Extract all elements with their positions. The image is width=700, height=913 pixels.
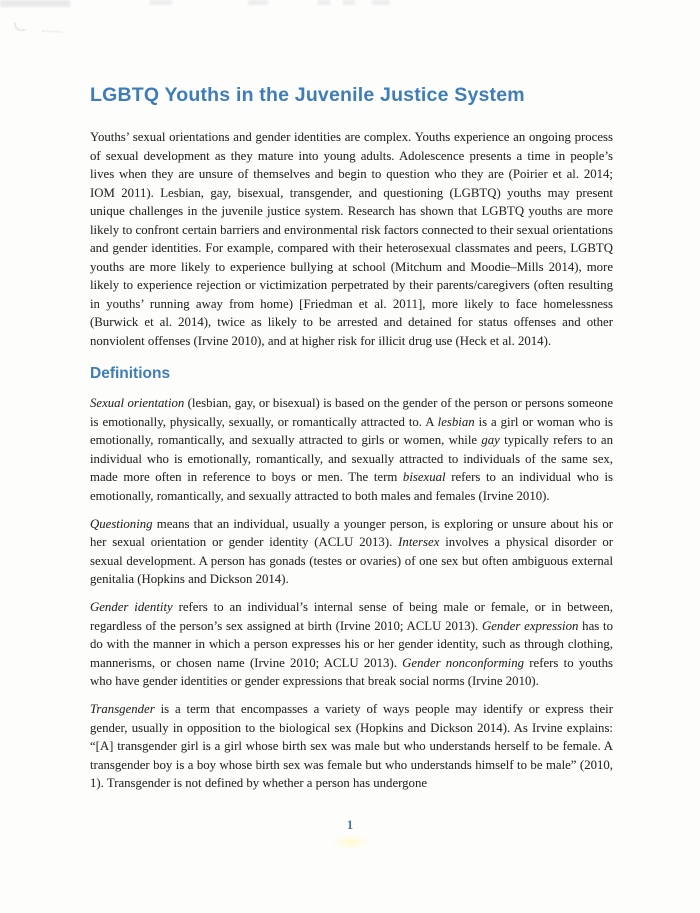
scan-artifact	[372, 0, 390, 5]
scan-artifact	[248, 0, 268, 5]
paragraph-transgender: Transgender is a term that encompasses a variety of ways people may identify or express their gender, usually in opposition to the biological sex (Hopkins and Dickson 2014). As Irvine explains: “[A] transgender girl is a girl whose birth sex was male but who understands herself to be female. A transgender boy is a boy whose birth sex was female but who understands himself to be male” (2010, 1). Transgender is not defined by whether a person has undergone	[90, 702, 613, 790]
scan-artifact	[150, 0, 172, 5]
scan-artifact	[0, 0, 70, 7]
section-heading-definitions: Definitions	[90, 365, 171, 382]
paragraph-sexual-orientation: Sexual orientation (lesbian, gay, or bisexual) is based on the gender of the person or persons someone is emotionally, physically, sexually, or romantically attracted to. A lesbian is a girl or woman who is emotionally, romantically, and sexually attracted to girls or women, while gay typically refers to an individual who is emotionally, romantically, and sexually attracted to individuals of the same sex, made more often in reference to boys or men. The term bisexual refers to an individual who is emotionally, romantically, and sexually attracted to both males and females (Irvine 2010).	[90, 396, 614, 503]
scan-artifact	[343, 0, 355, 5]
paragraph-questioning-intersex: Questioning means that an individual, usually a younger person, is exploring or unsure about his or her sexual orientation or gender identity (ACLU 2013). Intersex involves a physical disorder or sexual development. A person has gonads (testes or ovaries) of one sex but often ambiguous external genitalia (Hopkins and Dickson 2014).	[90, 516, 614, 586]
paragraph-gender-identity: Gender identity refers to an individual’s internal sense of being male or female, or in between, regardless of the person’s sex assigned at birth (Irvine 2010; ACLU 2013). Gender expression has to do with the manner in which a person expresses his or her gender identity, such as through clothing, mannerisms, or chosen name (Irvine 2010; ACLU 2013). Gender nonconforming refers to youths who have gender identities or gender expressions that break social norms (Irvine 2010).	[90, 600, 613, 688]
page-title: LGBTQ Youths in the Juvenile Justice System	[90, 84, 525, 106]
pencil-mark	[42, 25, 62, 32]
page-number: 1	[346, 818, 354, 832]
scan-artifact	[330, 834, 372, 850]
scan-artifact	[318, 0, 330, 5]
page-content	[90, 84, 613, 802]
pencil-mark	[14, 21, 25, 31]
paragraph-intro: Youths’ sexual orientations and gender identities are complex. Youths experience an ongoing process of sexual development as they mature into young adults. Adolescence presents a time in people’s lives when they are unsure of themselves and begin to question who they are (Poirier et al. 2014; IOM 2011). Lesbian, gay, bisexual, transgender, and questioning (LGBTQ) youths may present unique challenges in the juvenile justice system. Research has shown that LGBTQ youths are more likely to confront certain barriers and environmental risk factors connected to their sexual orientations and gender identities. For example, compared with their heterosexual classmates and peers, LGBTQ youths are more likely to experience bullying at school (Mitchum and Moodie–Mills 2014), more likely to experience rejection or victimization perpetrated by their parents/caregivers (often resulting in youths’ running away from home) [Friedman et al. 2011], more likely to face homelessness (Burwick et al. 2014), twice as likely to be arrested and detained for status offenses and other nonviolent offenses (Irvine 2010), and at higher risk for illicit drug use (Heck et al. 2014).	[90, 130, 613, 348]
